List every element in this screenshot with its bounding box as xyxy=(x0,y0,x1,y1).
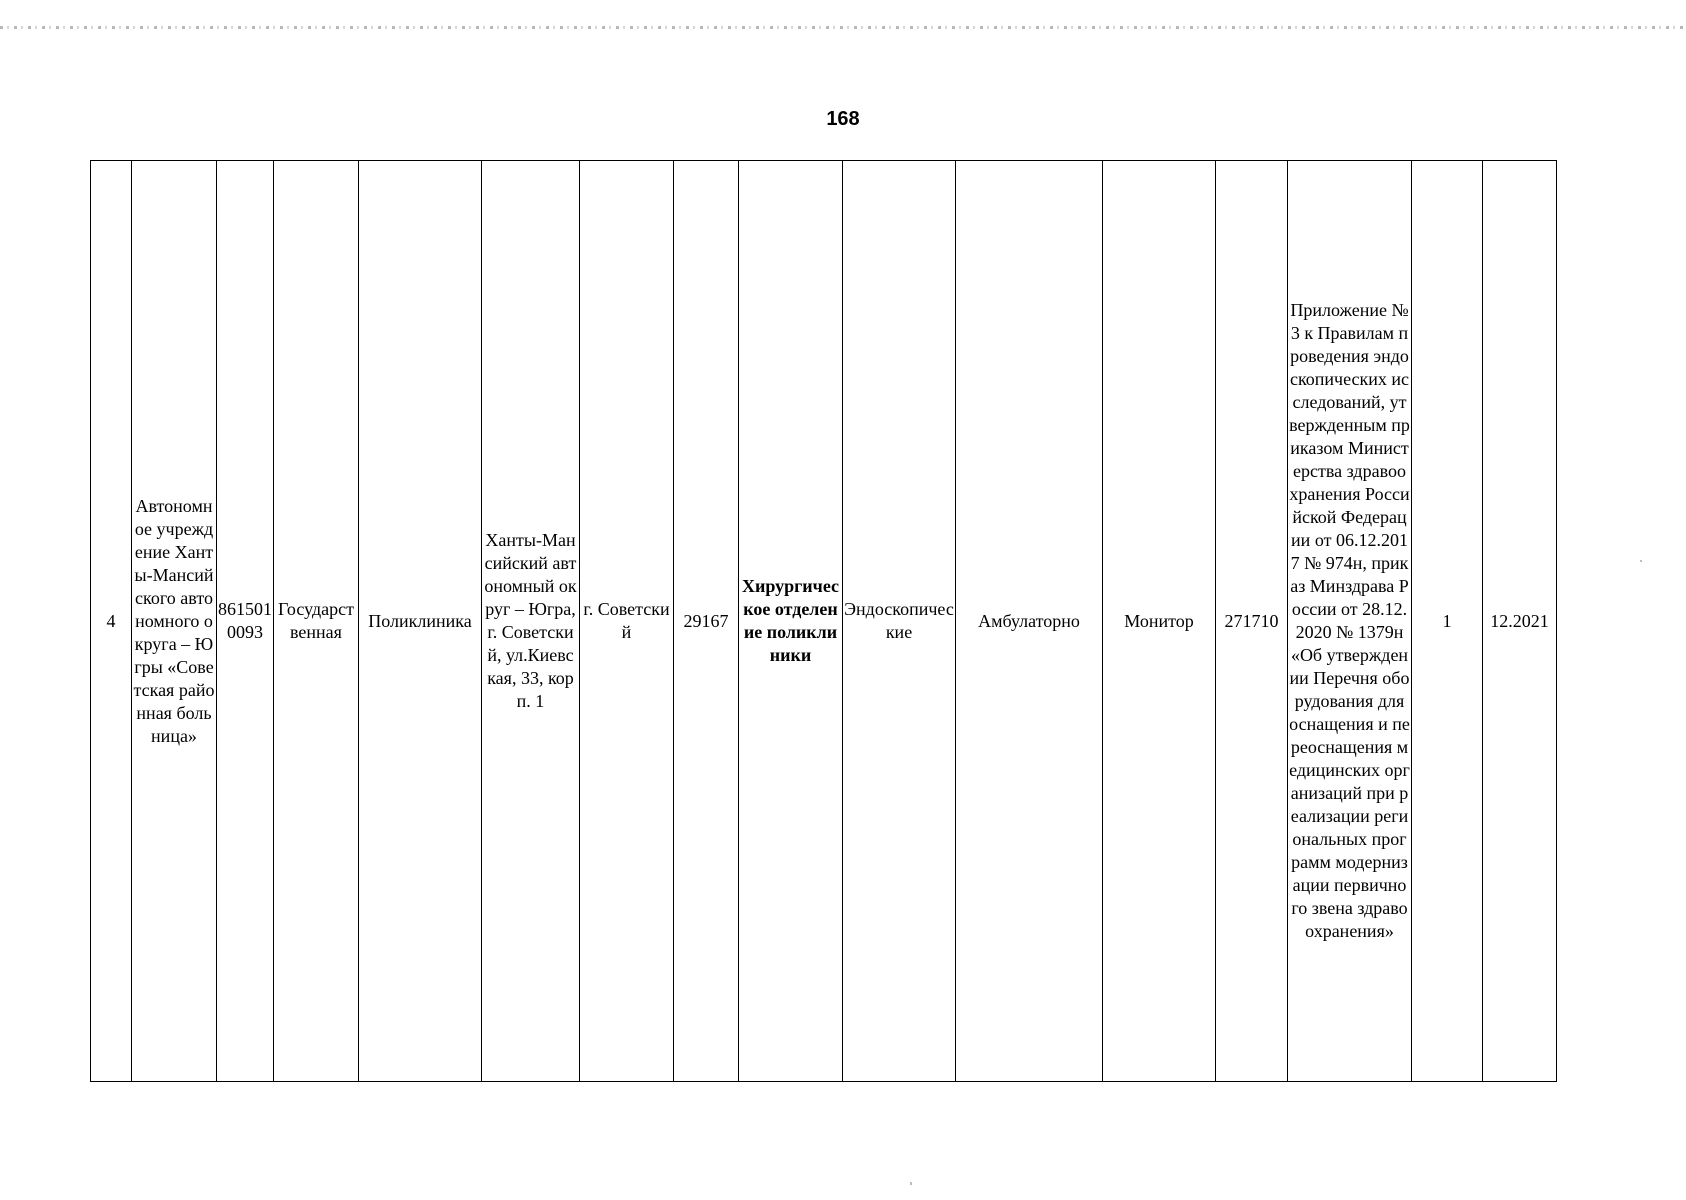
organization-cell: Автономное учреждение Ханты-Мансийского автономного округа – Югры «Советская районная больница» xyxy=(132,161,217,1082)
equipment-code-cell: 271710 xyxy=(1216,161,1288,1082)
table-row xyxy=(91,161,1557,1082)
date-cell: 12.2021 xyxy=(1483,161,1557,1082)
department-cell: Хирургическое отделение поликлиники xyxy=(739,161,843,1082)
locality-cell: г. Советский xyxy=(580,161,674,1082)
equipment-cell: Монитор xyxy=(1103,161,1216,1082)
unit-code-cell: 29167 xyxy=(674,161,739,1082)
basis-cell: Приложение № 3 к Правилам проведения эндоскопических исследований, утвержденным приказом Министерства здравоохранения Российской Федерации от 06.12.2017 № 974н, приказ Минздрава России от 28.12.2020 № 1379н «Об утверждении Перечня оборудования для оснащения и переоснащения медицинских организаций при реализации региональных программ модернизации первичного звена здравоохранения» xyxy=(1288,161,1412,1082)
page-number: 168 xyxy=(826,108,860,130)
scan-speck xyxy=(910,1182,912,1185)
care-conditions-cell: Амбулаторно xyxy=(956,161,1103,1082)
profile-cell: Эндоскопические xyxy=(843,161,956,1082)
row-index-cell: 4 xyxy=(91,161,132,1082)
scan-edge-artifact xyxy=(0,26,1686,29)
code-cell: 8615010093 xyxy=(217,161,274,1082)
equipment-table xyxy=(90,160,1557,1082)
scan-speck xyxy=(1640,560,1642,562)
ownership-form-cell: Государственная xyxy=(274,161,359,1082)
facility-type-cell: Поликлиника xyxy=(359,161,482,1082)
address-cell: Ханты-Мансийский автономный округ – Югра, г. Советский, ул.Киевская, 33, корп. 1 xyxy=(482,161,580,1082)
quantity-cell: 1 xyxy=(1412,161,1483,1082)
